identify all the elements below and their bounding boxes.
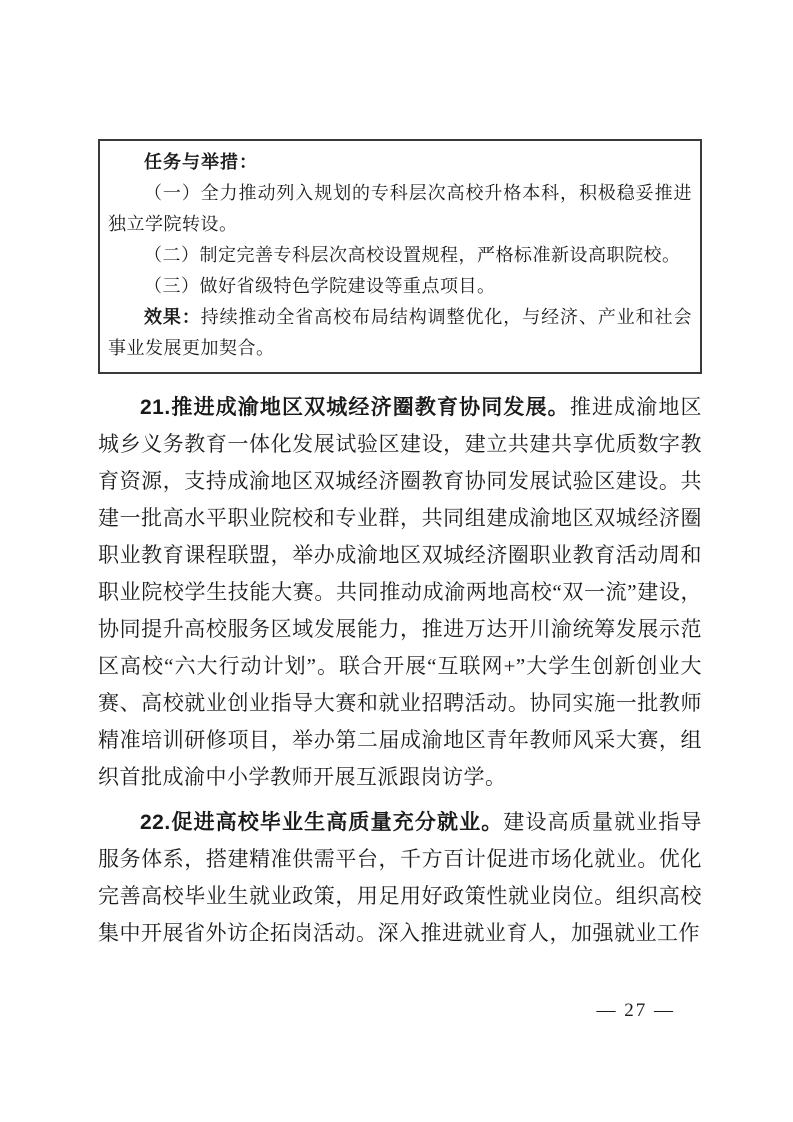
task-box-item-2: （二）制定完善专科层次高校设置规程，严格标准新设高职院校。 xyxy=(144,245,681,265)
task-box-effect xyxy=(108,302,692,364)
task-box-item-3: （三）做好省级特色学院建设等重点项目。 xyxy=(144,276,496,296)
paragraph-22-lead: 22.促进高校毕业生高质量充分就业。 xyxy=(140,811,504,834)
paragraph-21-body: 推进成渝地区城乡义务教育一体化发展试验区建设，建立共建共享优质数字教育资源，支持成渝地区双城经济圈教育协同发展试验区建设。共建一批高水平职业院校和专业群，共同组建成渝地区双城经济圈职业教育课程联盟，举办成渝地区双城经济圈职业教育活动周和职业院校学生技能大赛。共同推动成渝两地高校“双一流”建设，协同提升高校服务区域发展能力，推进万达开川渝统筹发展示范区高校“六大行动计划”。联合开展“互联网+”大学生创新创业大赛、高校就业创业指导大赛和就业招聘活动。协同实施一批教师精准培训研修项目，举办第二届成渝地区青年教师风采大赛，组织首批成渝中小学教师开展互派跟岗访学。 xyxy=(98,395,702,789)
effect-label: 效果： xyxy=(144,307,201,327)
paragraph-22-body: 建设高质量就业指导服务体系，搭建精准供需平台，千方百计促进市场化就业。优化完善高校毕业生就业政策，用足用好政策性就业岗位。组织高校集中开展省外访企拓岗活动。深入推进就业育人，加强就业工作 xyxy=(98,810,702,945)
task-box-title: 任务与举措： xyxy=(144,152,258,172)
paragraph-21 xyxy=(98,389,702,796)
paragraph-21-lead: 21.推进成渝地区双城经济圈教育协同发展。 xyxy=(140,396,570,419)
page-number: — 27 — xyxy=(596,1000,675,1021)
body-text xyxy=(98,389,702,952)
paragraph-22 xyxy=(98,804,702,952)
effect-text: 持续推动全省高校布局结构调整优化，与经济、产业和社会事业发展更加契合。 xyxy=(108,307,692,358)
task-measures-box xyxy=(98,139,702,374)
page-content xyxy=(98,139,702,960)
task-box-item-1: （一）全力推动列入规划的专科层次高校升格本科，积极稳妥推进独立学院转设。 xyxy=(108,183,692,234)
